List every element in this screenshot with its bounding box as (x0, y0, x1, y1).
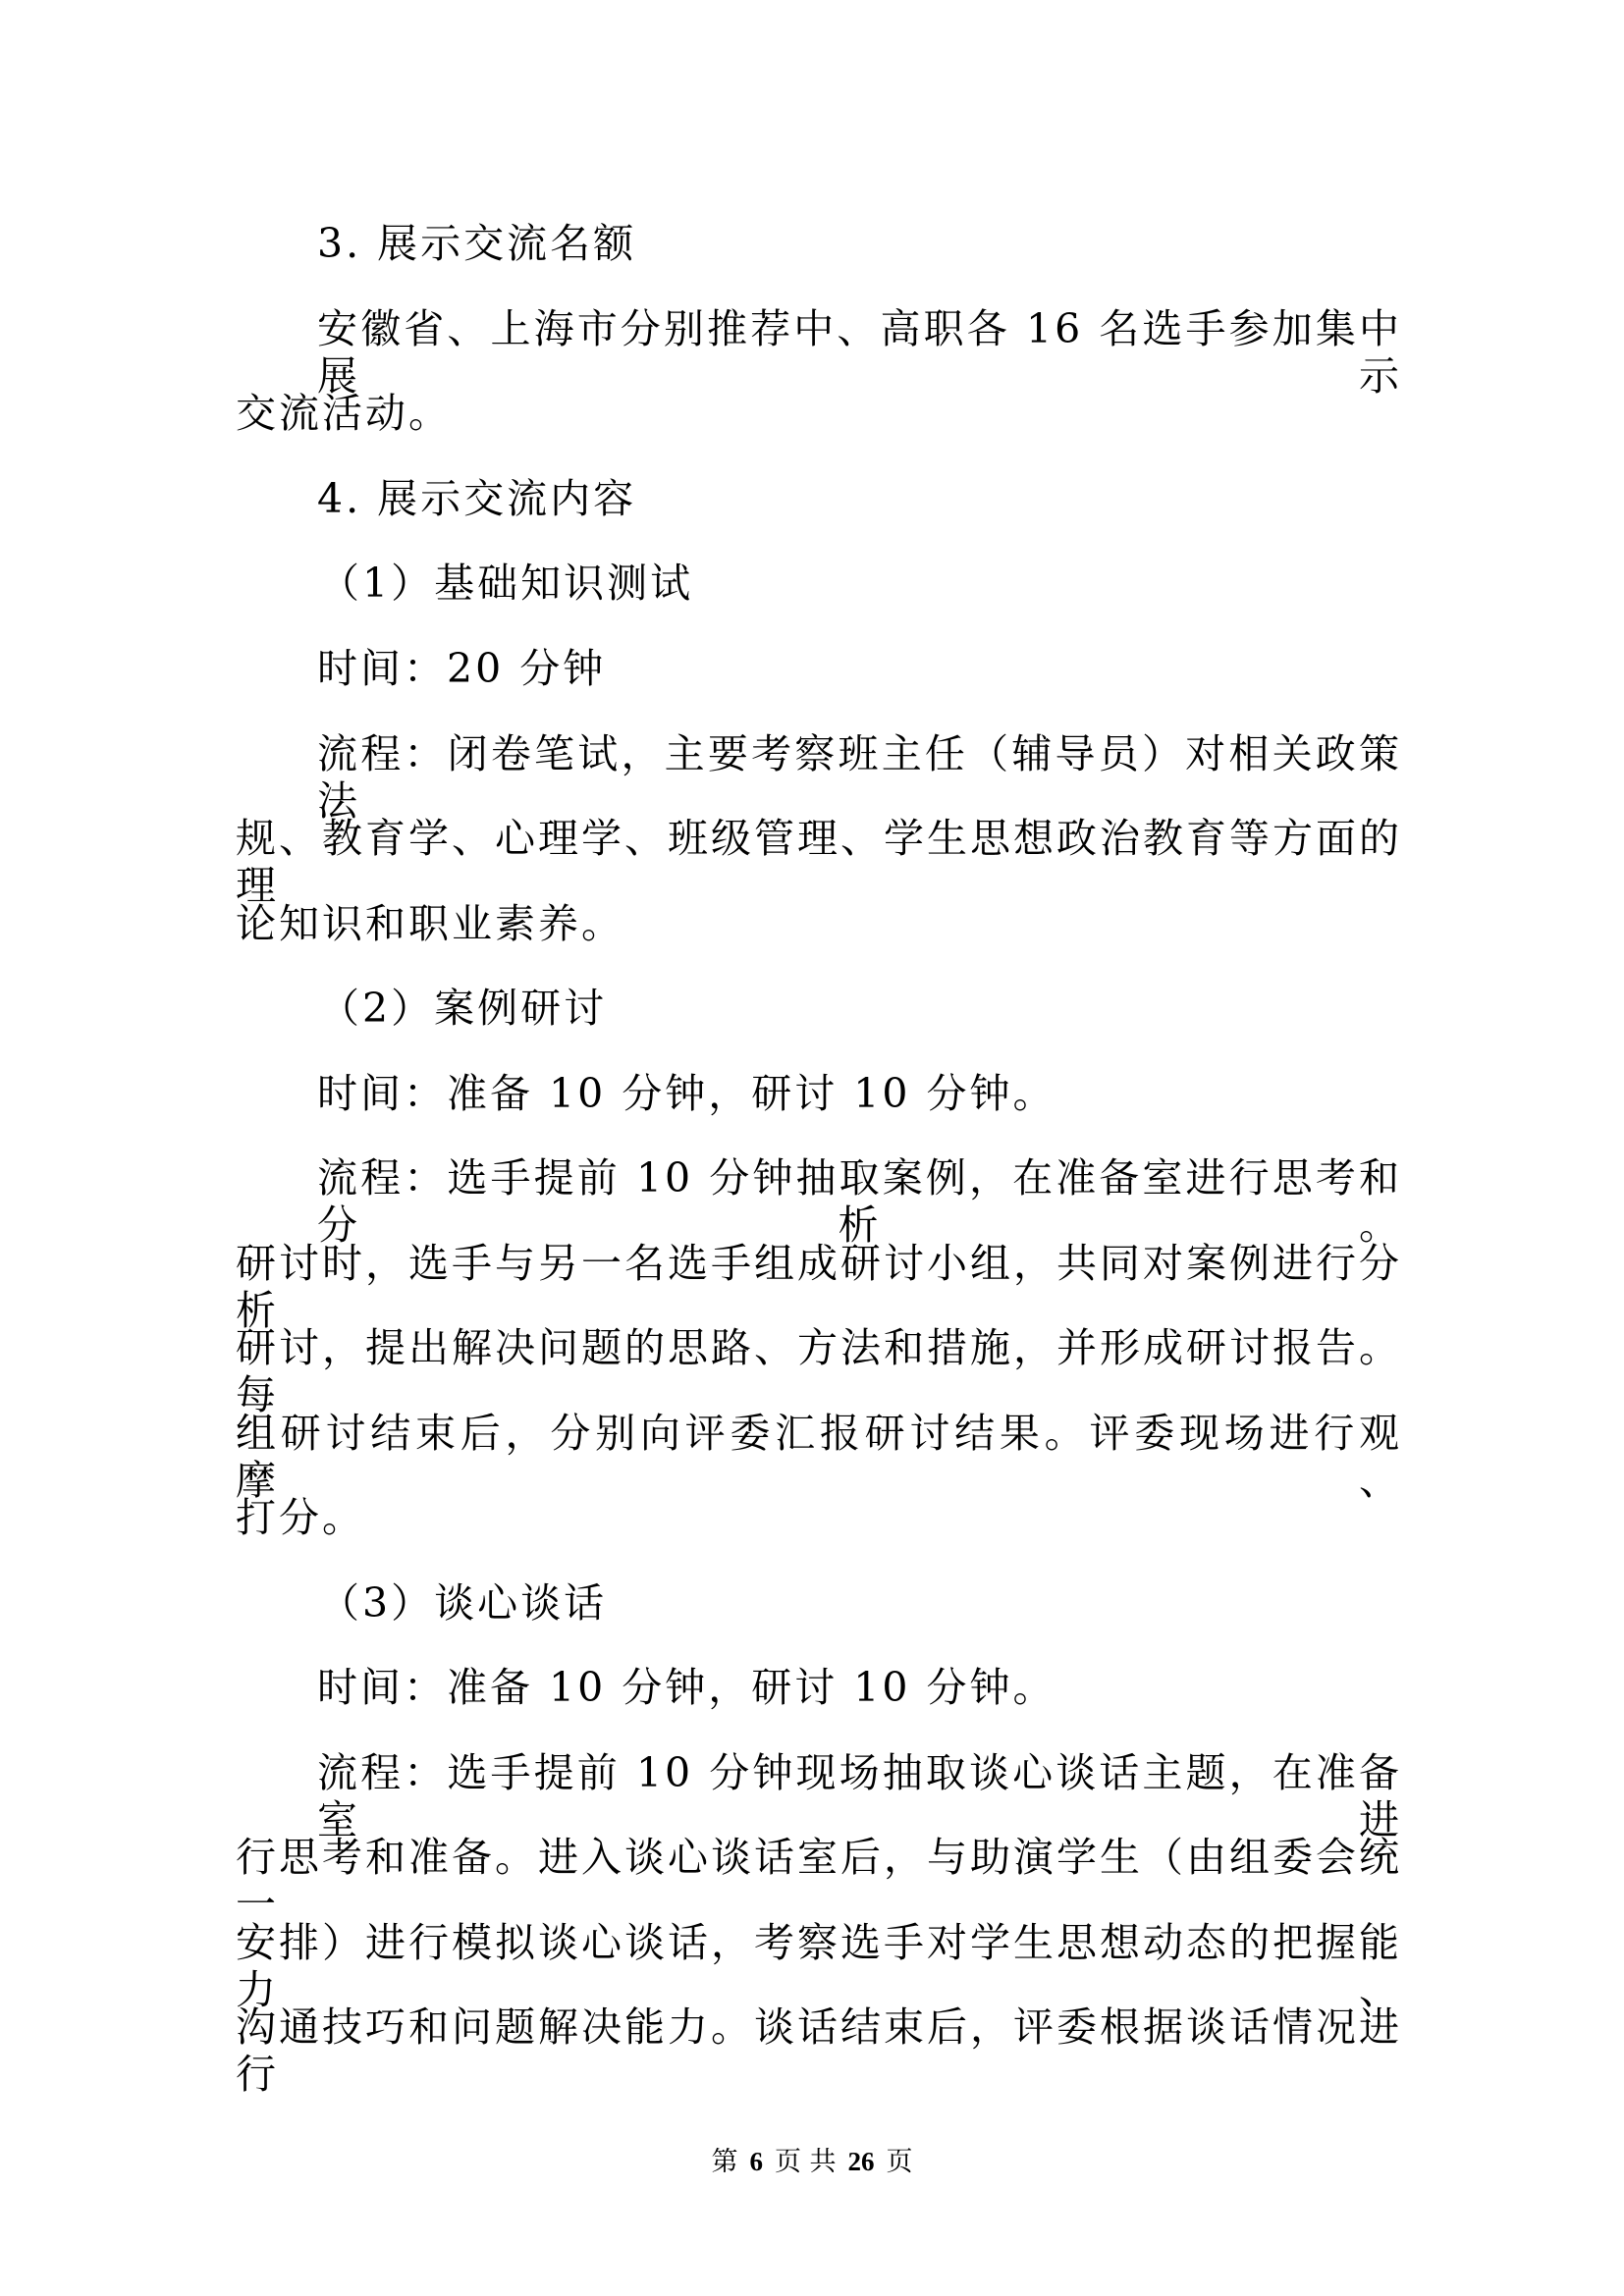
paragraph-line: 行思考和准备。进入谈心谈话室后，与助演学生（由组委会统一 (236, 1834, 1402, 1928)
paragraph-line: 打分。 (236, 1494, 365, 1541)
page-footer (0, 2144, 1624, 2180)
paragraph-line: 时间：准备 10 分钟，研讨 10 分钟。 (317, 1664, 1056, 1711)
subsection-heading-case-study: （2）案例研讨 (319, 985, 608, 1032)
paragraph-line: 流程：选手提前 10 分钟抽取案例，在准备室进行思考和分析。 (317, 1154, 1402, 1249)
paragraph-line: 安徽省、上海市分别推荐中、高职各 16 名选手参加集中展示 (317, 305, 1402, 400)
paragraph-line: 组研讨结束后，分别向评委汇报研讨结果。评委现场进行观摩、 (236, 1410, 1402, 1504)
footer-suffix: 页 (886, 2147, 913, 2177)
paragraph-line: 时间：准备 10 分钟，研讨 10 分钟。 (317, 1070, 1056, 1117)
paragraph-line: 研讨，提出解决问题的思路、方法和措施，并形成研讨报告。每 (236, 1324, 1402, 1418)
subsection-heading-knowledge-test: （1）基础知识测试 (319, 560, 694, 607)
subsection-heading-talk: （3）谈心谈话 (319, 1579, 608, 1627)
paragraph-line: 流程：选手提前 10 分钟现场抽取谈心谈话主题，在准备室进 (317, 1749, 1402, 1843)
paragraph-line: 规、教育学、心理学、班级管理、学生思想政治教育等方面的理 (236, 815, 1402, 909)
paragraph-line: 安排）进行模拟谈心谈话，考察选手对学生思想动态的把握能力、 (236, 1919, 1402, 2013)
footer-prefix: 第 (711, 2147, 738, 2177)
paragraph-line: 研讨时，选手与另一名选手组成研讨小组，共同对案例进行分析 (236, 1240, 1402, 1334)
paragraph-line: 论知识和职业素养。 (236, 900, 624, 947)
paragraph-line: 流程：闭卷笔试，主要考察班主任（辅导员）对相关政策法 (317, 730, 1402, 825)
footer-total-pages: 26 (847, 2147, 875, 2176)
section-heading-content: 4. 展示交流内容 (317, 475, 637, 522)
footer-page-number: 6 (749, 2147, 763, 2176)
footer-middle: 页 共 (774, 2147, 837, 2177)
paragraph-line: 时间：20 分钟 (317, 645, 607, 692)
paragraph-line: 交流活动。 (236, 390, 452, 437)
section-heading-quota: 3. 展示交流名额 (317, 220, 637, 267)
paragraph-line: 沟通技巧和问题解决能力。谈话结束后，评委根据谈话情况进行 (236, 2003, 1402, 2098)
